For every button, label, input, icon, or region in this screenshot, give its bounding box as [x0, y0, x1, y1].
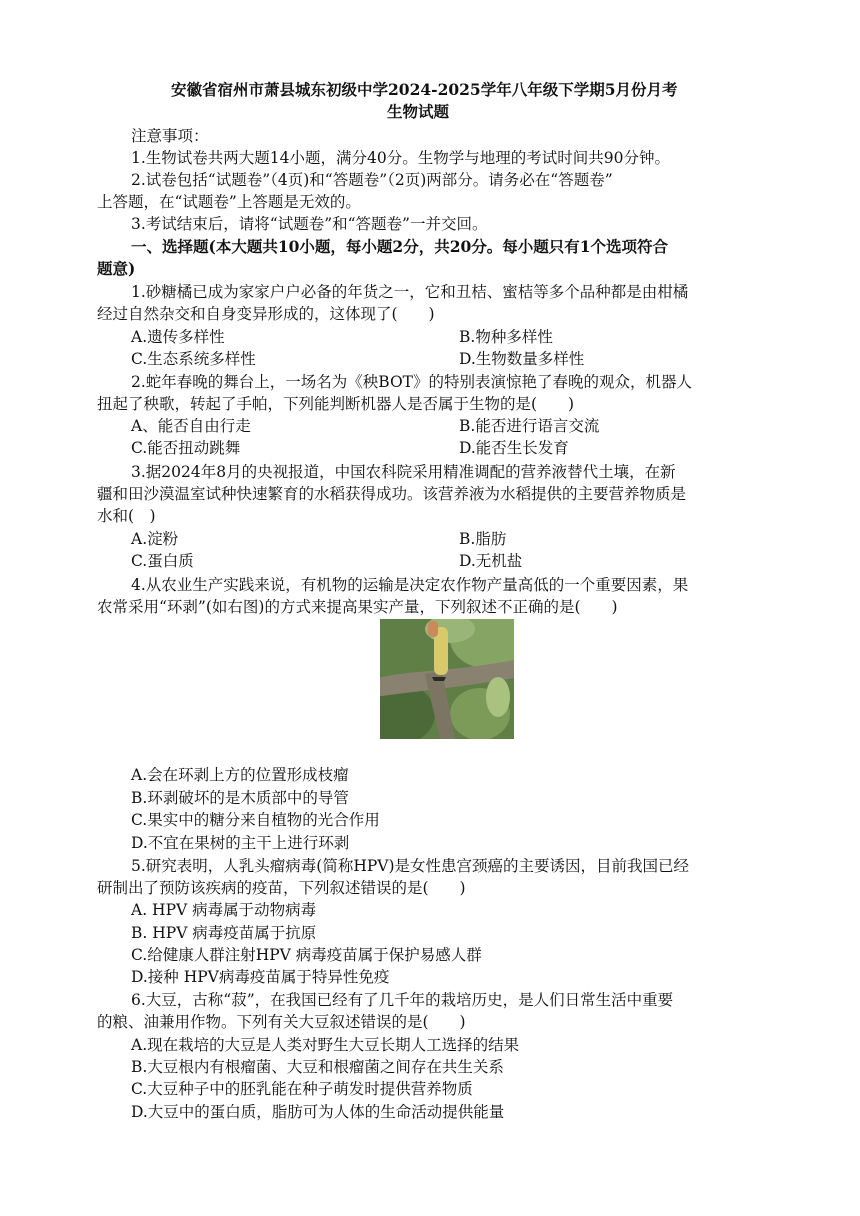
exam-subtitle: 生物试题 — [387, 102, 450, 121]
q5-option-d: D.接种 HPV病毒疫苗属于特异性免疫 — [131, 968, 390, 986]
q1-option-c: C.生态系统多样性 — [131, 350, 256, 368]
q2-option-d: D.能否生长发育 — [459, 439, 569, 457]
q3-option-d: D.无机盐 — [459, 552, 523, 570]
q1-option-b: B.物种多样性 — [459, 328, 553, 346]
q3-option-b: B.脂肪 — [459, 530, 507, 548]
q5-stem-cont: 研制出了预防该疾病的疫苗，下列叙述错误的是( ) — [97, 879, 466, 897]
q2-stem: 2.蛇年春晚的舞台上，一场名为《秧BOT》的特别表演惊艳了春晚的观众，机器人 — [131, 373, 693, 391]
q3-stem-end: 水和( ) — [97, 507, 156, 525]
girdling-photo — [380, 619, 514, 739]
q4-option-a: A.会在环剥上方的位置形成枝瘤 — [131, 766, 349, 784]
q6-option-d: D.大豆中的蛋白质，脂肪可为人体的生命活动提供能量 — [131, 1103, 505, 1121]
q2-option-b: B.能否进行语言交流 — [459, 417, 600, 435]
q4-option-d: D.不宜在果树的主干上进行环剥 — [131, 834, 350, 852]
section-heading-cont: 题意) — [97, 259, 136, 278]
q4-stem-cont: 农常采用“环剥”(如右图)的方式来提高果实产量，下列叙述不正确的是( ) — [97, 598, 618, 616]
q1-option-d: D.生物数量多样性 — [459, 350, 585, 368]
q5-option-c: C.给健康人群注射HPV 病毒疫苗属于保护易感人群 — [131, 946, 482, 964]
q3-stem: 3.据2024年8月的央视报道，中国农科院采用精准调配的营养液替代土壤，在新 — [131, 463, 676, 481]
q5-option-b: B. HPV 病毒疫苗属于抗原 — [131, 924, 317, 942]
note-2-line-1: 2.试卷包括“试题卷”（4页)和“答题卷”（2页)两部分。请务必在“答题卷” — [131, 171, 613, 189]
q2-option-a: A、能否自由行走 — [131, 417, 251, 435]
q1-option-a: A.遗传多样性 — [131, 328, 225, 346]
notes-heading: 注意事项： — [131, 127, 209, 145]
q3-stem-cont: 疆和田沙漠温室试种快速繁育的水稻获得成功。该营养液为水稻提供的主要营养物质是 — [97, 485, 687, 503]
q6-option-a: A.现在栽培的大豆是人类对野生大豆长期人工选择的结果 — [131, 1036, 520, 1054]
q4-option-b: B.环剥破坏的是木质部中的导管 — [131, 789, 349, 807]
section-heading: 一、选择题(本大题共10小题，每小题2分，共20分。每小题只有1个选项符合 — [131, 237, 669, 256]
q4-stem: 4.从农业生产实践来说，有机物的运输是决定农作物产量高低的一个重要因素，果 — [131, 576, 689, 594]
note-2-line-2: 上答题，在“试题卷”上答题是无效的。 — [97, 193, 361, 211]
q6-option-c: C.大豆种子中的胚乳能在种子萌发时提供营养物质 — [131, 1080, 473, 1098]
exam-title: 安徽省宿州市萧县城东初级中学2024-2025学年八年级下学期5月份月考 — [171, 80, 678, 99]
q6-stem: 6.大豆，古称“菽”，在我国已经有了几千年的栽培历史，是人们日常生活中重要 — [131, 991, 674, 1009]
q5-option-a: A. HPV 病毒属于动物病毒 — [131, 901, 317, 919]
q1-stem-cont: 经过自然杂交和自身变异形成的，这体现了( ) — [97, 305, 435, 323]
q5-stem: 5.研究表明，人乳头瘤病毒(简称HPV)是女性患宫颈癌的主要诱因，目前我国已经 — [131, 857, 690, 875]
q3-option-a: A.淀粉 — [131, 530, 179, 548]
q3-option-c: C.蛋白质 — [131, 552, 194, 570]
q1-stem: 1.砂糖橘已成为家家户户必备的年货之一，它和丑桔、蜜桔等多个品种都是由柑橘 — [131, 283, 689, 301]
q2-option-c: C.能否扭动跳舞 — [131, 439, 241, 457]
note-1: 1.生物试卷共两大题14小题，满分40分。生物学与地理的考试时间共90分钟。 — [131, 149, 670, 167]
q4-option-c: C.果实中的糖分来自植物的光合作用 — [131, 811, 380, 829]
q6-option-b: B.大豆根内有根瘤菌、大豆和根瘤菌之间存在共生关系 — [131, 1058, 504, 1076]
note-3: 3.考试结束后，请将“试题卷”和“答题卷”一并交回。 — [131, 215, 488, 233]
q2-stem-cont: 扭起了秧歌，转起了手帕，下列能判断机器人是否属于生物的是( ) — [97, 395, 575, 413]
q6-stem-cont: 的粮、油兼用作物。下列有关大豆叙述错误的是( ) — [97, 1013, 466, 1031]
